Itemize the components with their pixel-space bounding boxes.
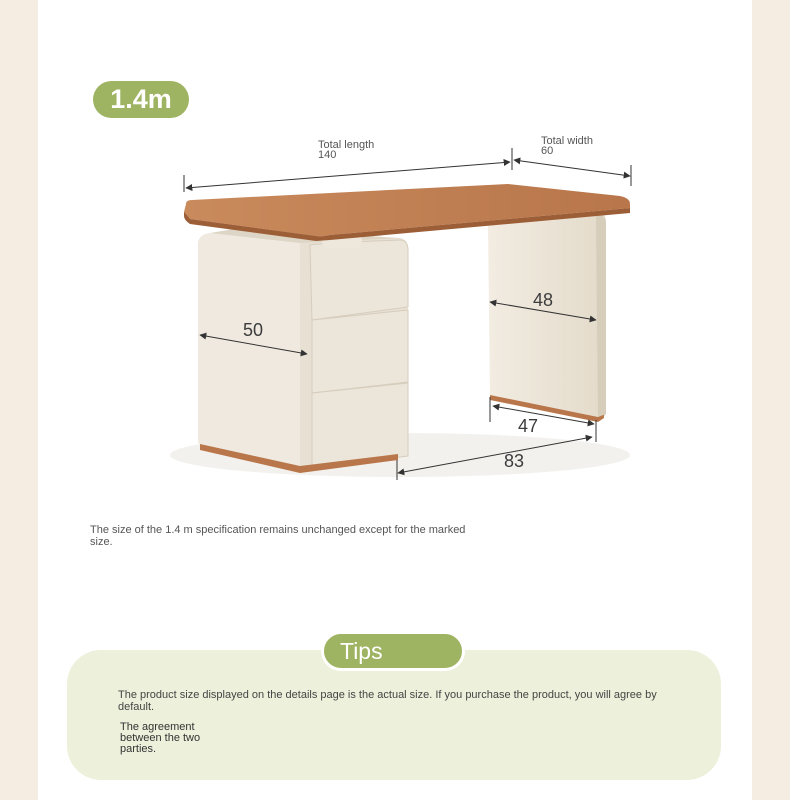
width-dimension-line <box>514 160 630 176</box>
tips-text: The product size displayed on the details page is the actual size. If you purchase the product, you will agree by default. <box>118 689 657 713</box>
tips-agreement: The agreement between the two parties. <box>120 721 201 755</box>
total-length-value: 140 <box>318 149 337 161</box>
base-span-value: 83 <box>504 451 525 471</box>
leg-depth-value: 48 <box>533 290 554 310</box>
tips-title: Tips <box>321 631 465 671</box>
total-width-label: Total width <box>541 135 593 147</box>
cabinet-depth-value: 50 <box>243 320 264 340</box>
leg-span-value: 47 <box>518 416 539 436</box>
size-badge: 1.4m <box>93 81 189 118</box>
total-length-label: Total length <box>318 139 375 151</box>
total-width-value: 60 <box>541 145 554 157</box>
desk-leg-panel <box>488 212 606 422</box>
length-dimension-line <box>186 162 510 188</box>
size-note: The size of the 1.4 m specification remains unchanged except for the marked size. <box>90 524 466 548</box>
drawer-cabinet <box>198 228 408 473</box>
